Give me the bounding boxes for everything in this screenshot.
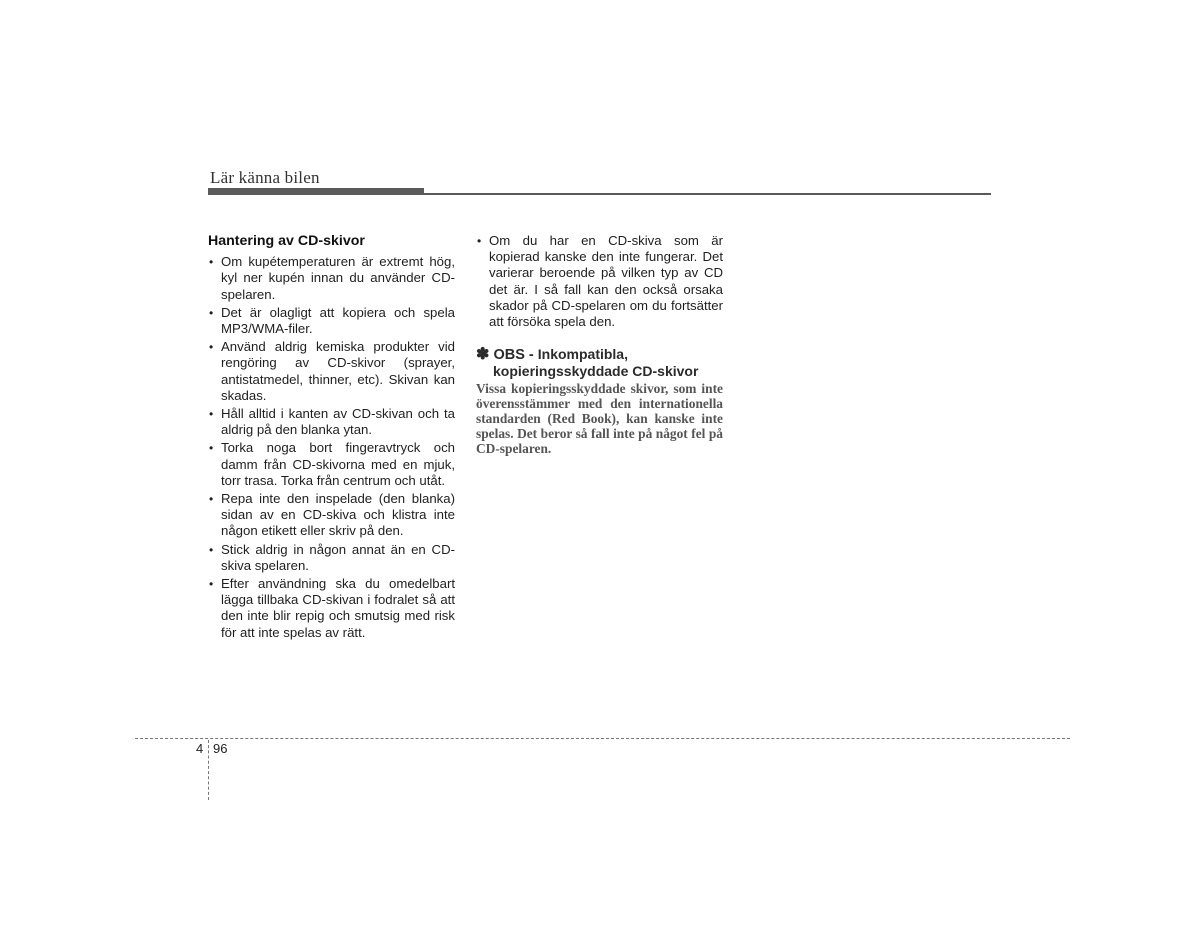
bullet-list	[476, 233, 723, 330]
list-item: • Om kupétemperaturen är extremt hög, kyl ner kupén innan du använder CD-spelaren.	[208, 254, 455, 303]
footer-rule	[135, 738, 1070, 739]
middle-column	[476, 233, 723, 456]
section-title: Lär känna bilen	[210, 168, 320, 187]
obs-title-line1: Inkompatibla,	[537, 346, 628, 363]
list-item: • Det är olagligt att kopiera och spela MP3/WMA-filer.	[208, 305, 455, 337]
section-heading: Hantering av CD-skivor	[208, 233, 365, 249]
asterisk-icon: ✽	[476, 346, 490, 364]
footer-divider	[208, 740, 209, 800]
obs-title-line2: kopieringsskyddade CD-skivor	[493, 363, 699, 380]
left-column	[208, 233, 455, 643]
list-item: • Efter användning ska du omedelbart lägga tillbaka CD-skivan i fodralet så att den inte blir repig och smutsig med risk för att inte spelas av rätt.	[208, 576, 455, 641]
obs-body: Vissa kopieringsskyddade skivor, som inte överensstämmer med den internationella standarden (Red Book), kan kanske inte spelas. Det beror så fall inte på något fel på CD-spelaren.	[476, 381, 723, 457]
list-item: • Om du har en CD-skiva som är kopierad kanske den inte fungerar. Det varierar beroende på vilken typ av CD det är. I så fall kan den också orsaka skador på CD-spelaren om du fortsätter att försöka spela den.	[476, 233, 723, 330]
obs-note	[476, 346, 723, 456]
obs-heading	[476, 346, 723, 363]
header-rule	[208, 193, 991, 195]
page-number: 96	[213, 741, 228, 756]
list-item: • Torka noga bort fingeravtryck och damm från CD-skivorna med en mjuk, torr trasa. Torka från centrum och utåt.	[208, 440, 455, 489]
list-item: • Repa inte den inspelade (den blanka) sidan av en CD-skiva och klistra inte någon etikett eller skriv på den.	[208, 491, 455, 540]
bullet-list	[208, 254, 455, 641]
list-item: • Använd aldrig kemiska produkter vid rengöring av CD-skivor (sprayer, antistatmedel, thinner, etc). Skivan kan skadas.	[208, 339, 455, 404]
list-item: • Stick aldrig in någon annat än en CD-skiva spelaren.	[208, 542, 455, 574]
list-item: • Håll alltid i kanten av CD-skivan och ta aldrig på den blanka ytan.	[208, 406, 455, 438]
obs-label: OBS -	[493, 347, 534, 364]
chapter-number: 4	[196, 741, 204, 756]
